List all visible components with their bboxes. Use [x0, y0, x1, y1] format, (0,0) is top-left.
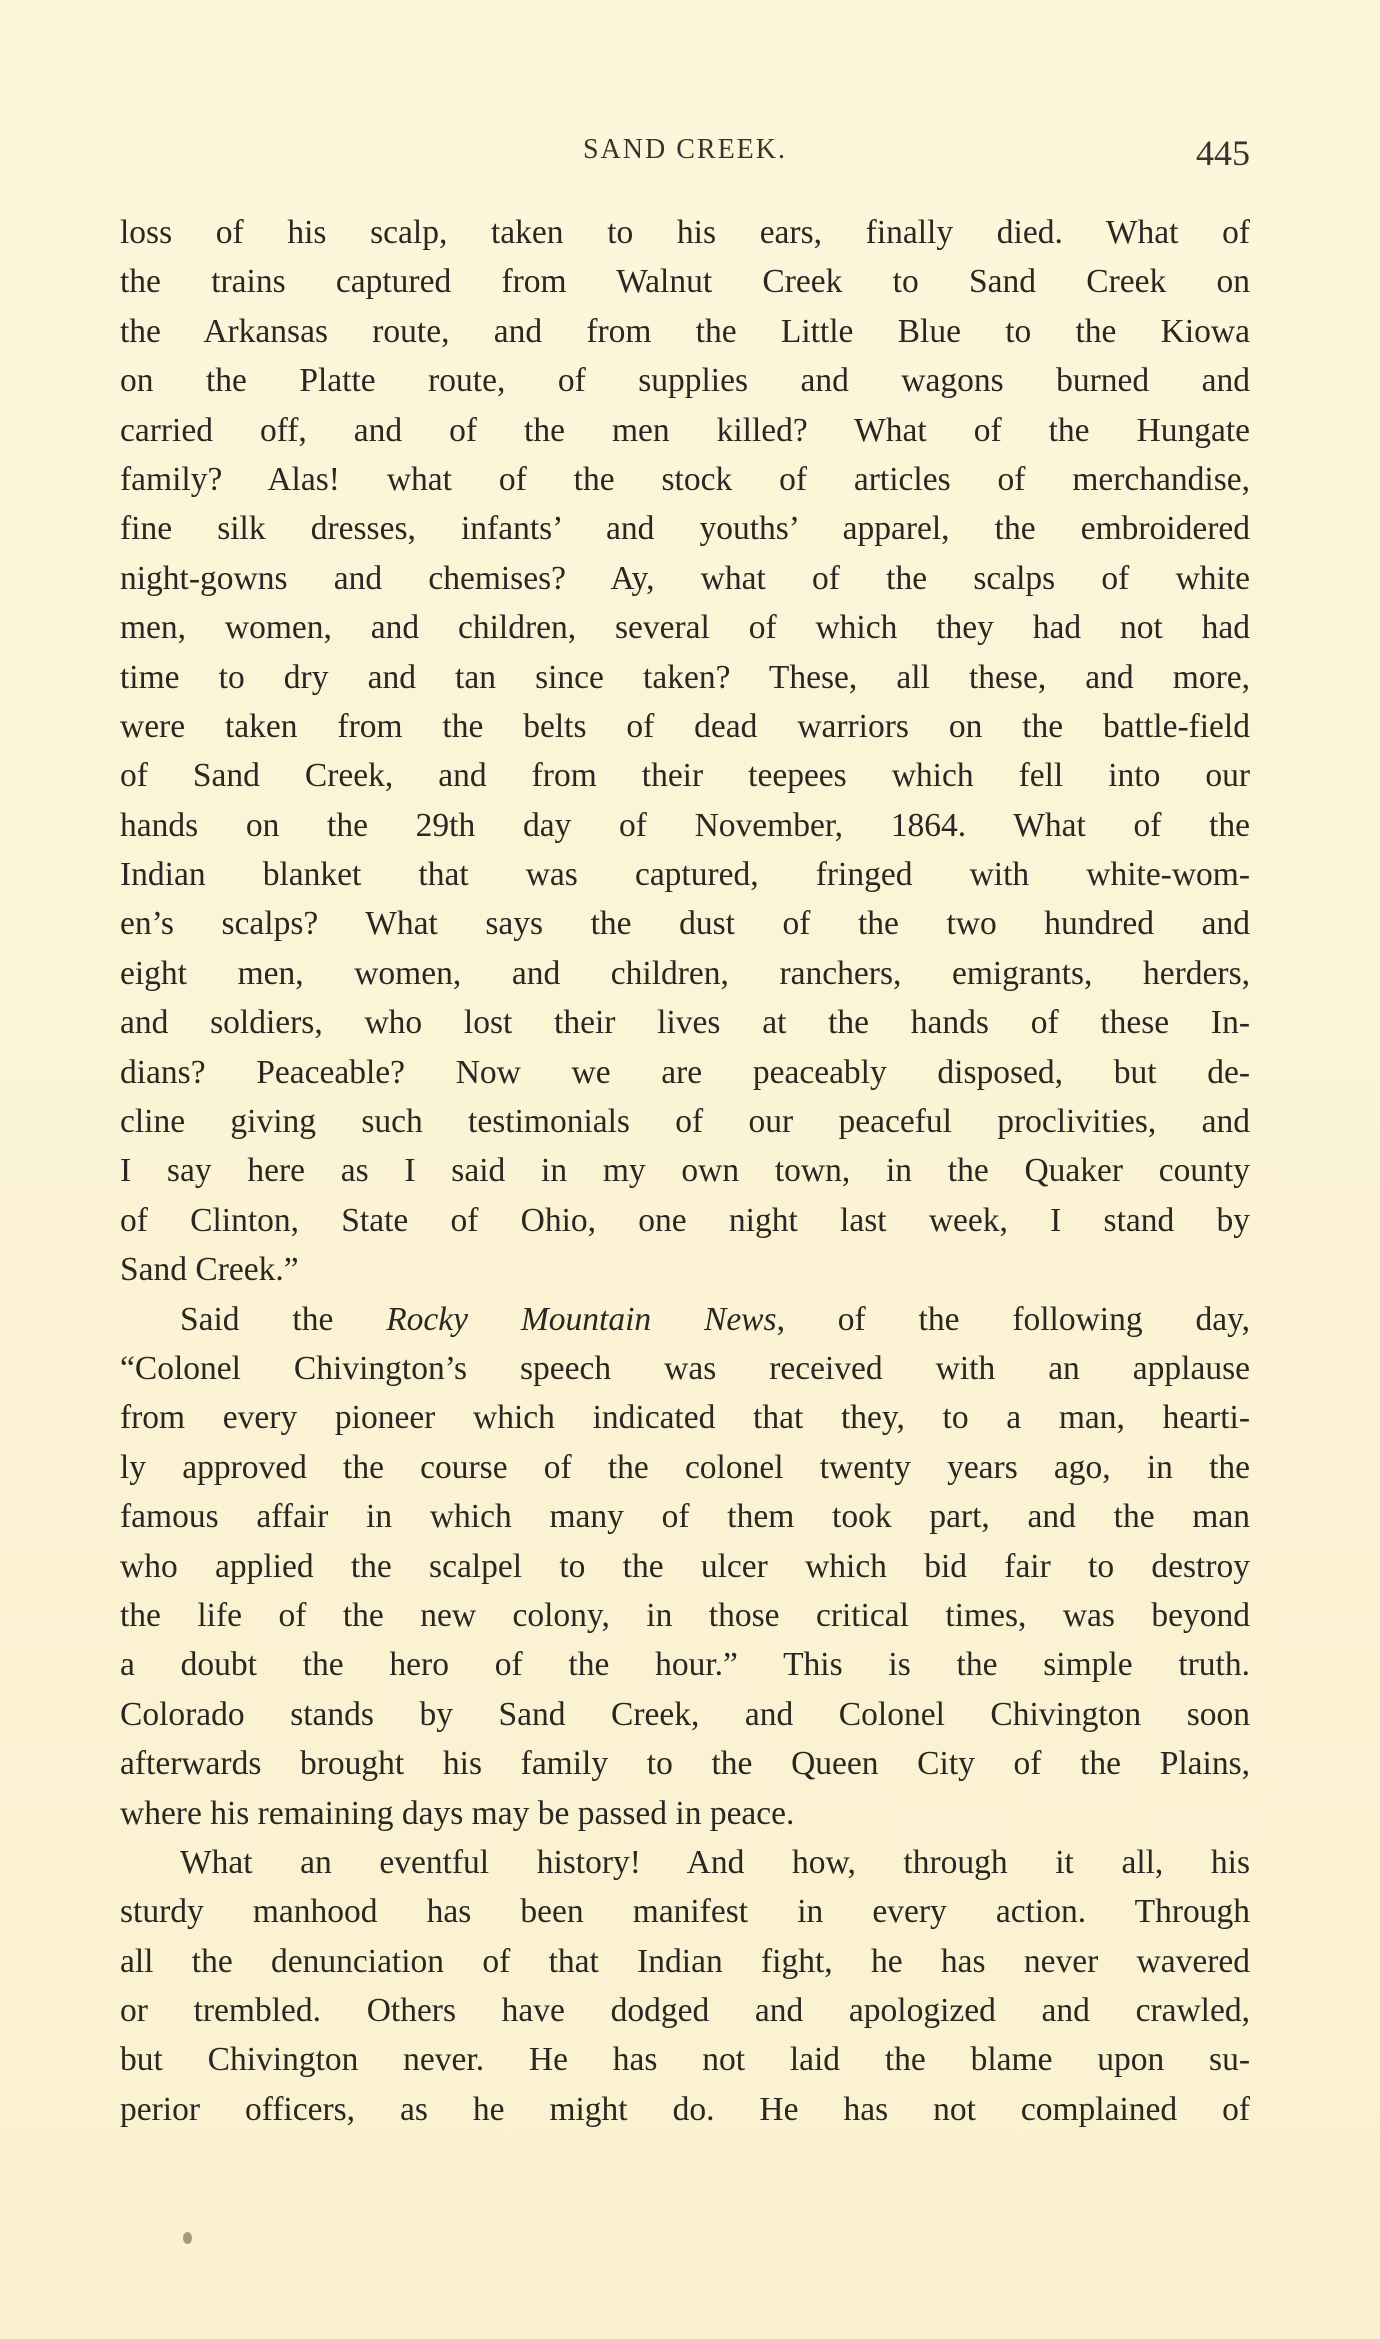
text-line: Colorado stands by Sand Creek, and Colonel Chivington soon: [120, 1695, 1250, 1733]
text-line: What an eventful history! And how, through it all, his: [180, 1843, 1250, 1881]
text-line: Indian blanket that was captured, fringed with white-wom-: [120, 856, 1250, 894]
text-line: the life of the new colony, in those critical times, was beyond: [120, 1596, 1250, 1634]
text-line: fine silk dresses, infants’ and youths’ apparel, the embroidered: [120, 510, 1250, 548]
text-line: the trains captured from Walnut Creek to Sand Creek on: [120, 263, 1250, 301]
text-line: and soldiers, who lost their lives at the hands of these In-: [120, 1004, 1250, 1042]
text-line: cline giving such testimonials of our peaceful proclivities, and: [120, 1103, 1250, 1141]
text-line: en’s scalps? What says the dust of the two hundred and: [120, 905, 1250, 943]
text-line: eight men, women, and children, ranchers, emigrants, herders,: [120, 954, 1250, 992]
text-line: Sand Creek.”: [120, 1251, 299, 1289]
text-line: on the Platte route, of supplies and wagons burned and: [120, 362, 1250, 400]
newspaper-title: Rocky Mountain News: [386, 1300, 777, 1338]
text-line: time to dry and tan since taken? These, all these, and more,: [120, 658, 1250, 696]
text-line: but Chivington never. He has not laid the blame upon su-: [120, 2041, 1250, 2079]
running-head: [120, 128, 1250, 178]
body-text: [120, 208, 1250, 2134]
text-line: from every pioneer which indicated that they, to a man, hearti-: [120, 1399, 1250, 1437]
text-line: I say here as I said in my own town, in the Quaker county: [120, 1152, 1250, 1190]
page-number: 445: [1196, 133, 1250, 173]
text-line: a doubt the hero of the hour.” This is the simple truth.: [120, 1646, 1250, 1684]
text-line: of Clinton, State of Ohio, one night last week, I stand by: [120, 1201, 1250, 1239]
ink-speck: [183, 2232, 192, 2244]
text-line: loss of his scalp, taken to his ears, finally died. What of: [120, 214, 1250, 251]
running-title: SAND CREEK.: [582, 134, 787, 165]
text-line: sturdy manhood has been manifest in every action. Through: [120, 1893, 1250, 1931]
text-line: dians? Peaceable? Now we are peaceably disposed, but de-: [120, 1053, 1250, 1091]
text-line: family? Alas! what of the stock of articles of merchandise,: [120, 460, 1250, 498]
text-line: all the denunciation of that Indian fight, he has never wavered: [120, 1942, 1250, 1980]
text-line: where his remaining days may be passed in peace.: [120, 1794, 795, 1832]
text-line: of Sand Creek, and from their teepees which fell into our: [120, 757, 1250, 795]
text-line: who applied the scalpel to the ulcer which bid fair to destroy: [120, 1547, 1250, 1585]
text-line: “Colonel Chivington’s speech was received with an applause: [120, 1349, 1250, 1387]
text-line: [120, 1295, 1250, 1344]
text-line: perior officers, as he might do. He has not complained of: [120, 2090, 1250, 2128]
text-line: afterwards brought his family to the Queen City of the Plains,: [120, 1745, 1250, 1783]
text-line: men, women, and children, several of which they had not had: [120, 609, 1250, 647]
text-line: ly approved the course of the colonel twenty years ago, in the: [120, 1448, 1250, 1486]
text-segment: Said the: [180, 1300, 387, 1338]
text-line: hands on the 29th day of November, 1864. What of the: [120, 806, 1250, 844]
text-segment: , of the following day,: [776, 1300, 1250, 1338]
text-line: the Arkansas route, and from the Little Blue to the Kiowa: [120, 312, 1250, 350]
text-line: carried off, and of the men killed? What of the Hungate: [120, 411, 1250, 449]
text-line: were taken from the belts of dead warriors on the battle-field: [120, 707, 1250, 745]
text-line: night-gowns and chemises? Ay, what of the scalps of white: [120, 559, 1250, 597]
text-line: famous affair in which many of them took part, and the man: [120, 1498, 1250, 1536]
text-line: or trembled. Others have dodged and apologized and crawled,: [120, 1992, 1250, 2030]
